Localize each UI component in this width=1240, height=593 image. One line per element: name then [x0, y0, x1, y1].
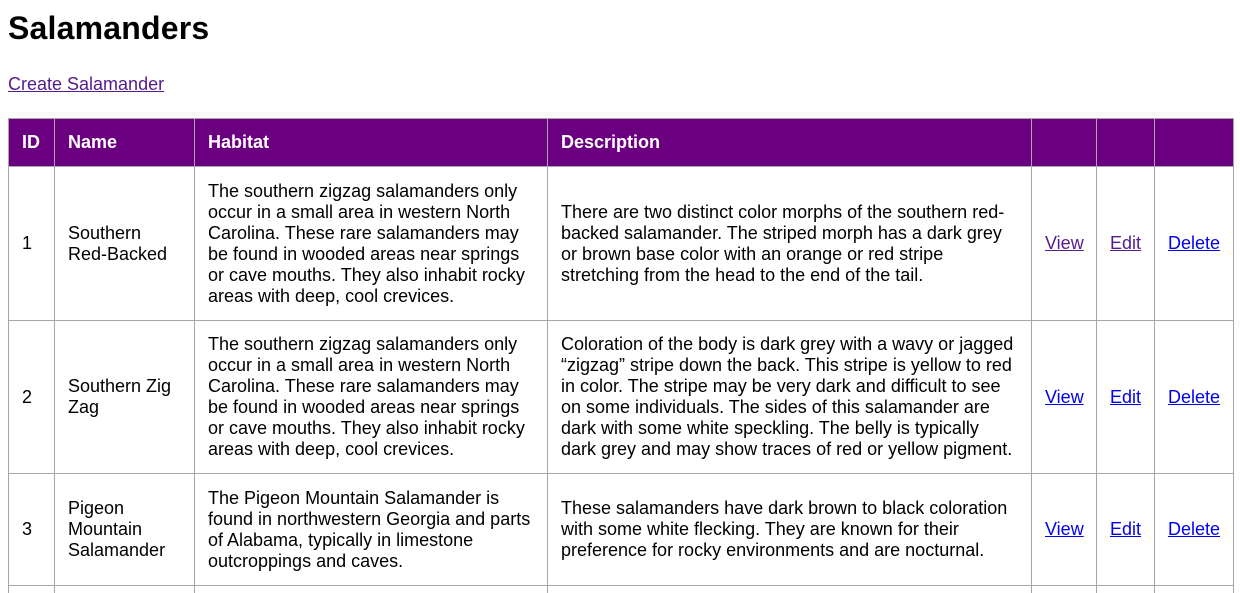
edit-link[interactable]: Edit [1110, 233, 1142, 253]
row-id: 1 [9, 167, 55, 321]
row-name: Southern Zig Zag [55, 321, 195, 474]
table-row [9, 474, 1234, 586]
column-header-view [1032, 119, 1097, 167]
row-description: There are two distinct color morphs of the southern red-backed salamander. The striped morph has a dark grey or brown base color with an orange or red stripe stretching from the head to the end of the tail. [548, 167, 1032, 321]
column-header-name: Name [55, 119, 195, 167]
row-id: 2 [9, 321, 55, 474]
row-habitat: The Pigeon Mountain Salamander is found in northwestern Georgia and parts of Alabama, typically in limestone outcroppings and caves. [195, 474, 548, 586]
row-edit-cell [1097, 474, 1155, 586]
row-name: Pigeon Mountain Salamander [55, 474, 195, 586]
delete-link[interactable]: Delete [1168, 519, 1221, 539]
row-delete-cell [1155, 167, 1234, 321]
row-edit-cell [1097, 167, 1155, 321]
row-description: These salamanders have dark brown to black coloration with some white flecking. They are known for their preference for rocky environments and are nocturnal. [548, 474, 1032, 586]
edit-link[interactable]: Edit [1110, 386, 1142, 407]
column-header-delete [1155, 119, 1234, 167]
salamanders-table [8, 118, 1234, 593]
column-header-edit [1097, 119, 1155, 167]
row-delete-cell [1155, 586, 1234, 593]
row-view-cell [1032, 167, 1097, 321]
table-row [9, 321, 1234, 474]
view-link[interactable]: View [1045, 519, 1084, 539]
table-row-partial [9, 586, 1234, 593]
row-delete-cell [1155, 321, 1234, 474]
delete-link[interactable]: Delete [1168, 233, 1221, 253]
table-header-row [9, 119, 1234, 167]
row-id [9, 586, 55, 593]
row-description [548, 586, 1032, 593]
page-container [0, 0, 1240, 95]
row-name [55, 586, 195, 593]
table-row [9, 167, 1234, 321]
row-description: Coloration of the body is dark grey with a wavy or jagged “zigzag” stripe down the back. This stripe is yellow to red in color. The stripe may be very dark and difficult to see on some individuals. The sides of this salamander are dark with some white speckling. The belly is typically dark grey and may show traces of red or yellow pigment. [548, 321, 1032, 474]
row-view-cell [1032, 586, 1097, 593]
column-header-habitat: Habitat [195, 119, 548, 167]
delete-link[interactable]: Delete [1168, 386, 1221, 407]
create-salamander-link[interactable]: Create Salamander [8, 74, 165, 94]
column-header-id: ID [9, 119, 55, 167]
row-edit-cell [1097, 321, 1155, 474]
row-id: 3 [9, 474, 55, 586]
edit-link[interactable]: Edit [1110, 519, 1142, 539]
row-habitat: The southern zigzag salamanders only occur in a small area in western North Carolina. These rare salamanders may be found in wooded areas near springs or cave mouths. They also inhabit rocky areas with deep, cool crevices. [195, 321, 548, 474]
column-header-description: Description [548, 119, 1032, 167]
view-link[interactable]: View [1045, 386, 1084, 407]
row-view-cell [1032, 474, 1097, 586]
row-habitat [195, 586, 548, 593]
row-name: Southern Red-Backed [55, 167, 195, 321]
page-title: Salamanders [8, 10, 210, 46]
row-edit-cell [1097, 586, 1155, 593]
row-delete-cell [1155, 474, 1234, 586]
view-link[interactable]: View [1045, 233, 1084, 253]
row-view-cell [1032, 321, 1097, 474]
row-habitat: The southern zigzag salamanders only occur in a small area in western North Carolina. These rare salamanders may be found in wooded areas near springs or cave mouths. They also inhabit rocky areas with deep, cool crevices. [195, 167, 548, 321]
